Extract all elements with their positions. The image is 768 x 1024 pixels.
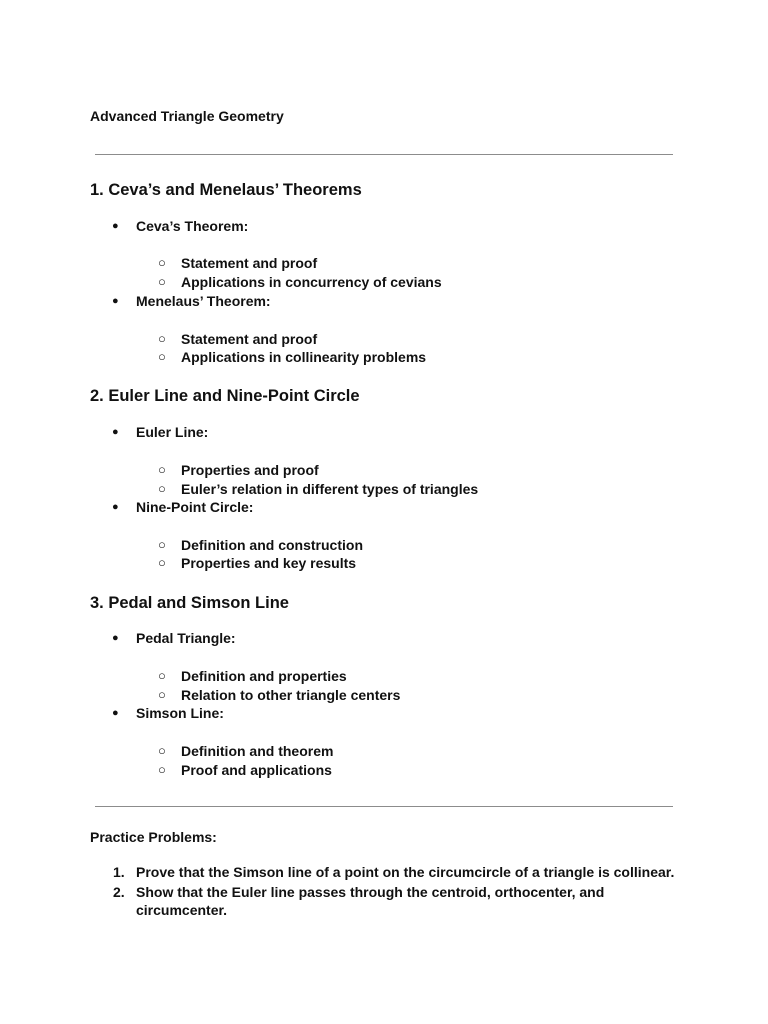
sub-list-item-label: Definition and construction <box>181 537 363 553</box>
list-item <box>112 498 254 516</box>
sub-list-item-label: Definition and properties <box>181 668 347 684</box>
sub-list-item-label: Definition and theorem <box>181 743 334 759</box>
horizontal-divider <box>95 806 673 807</box>
bullet-icon: ● <box>112 707 119 719</box>
list-item-label: Nine-Point Circle: <box>136 499 254 515</box>
list-item <box>112 292 271 310</box>
hollow-bullet-icon: ○ <box>158 743 166 758</box>
list-item <box>112 704 224 722</box>
sub-list-item <box>158 686 401 704</box>
sub-list-item-label: Statement and proof <box>181 255 318 271</box>
hollow-bullet-icon: ○ <box>158 331 166 346</box>
problem-text: Show that the Euler line passes through the centroid, orthocenter, and circumcenter. <box>136 884 605 918</box>
hollow-bullet-icon: ○ <box>158 687 166 702</box>
section-heading: 3. Pedal and Simson Line <box>90 594 289 612</box>
sub-list-item-label: Proof and applications <box>181 762 332 778</box>
sub-list-item-label: Relation to other triangle centers <box>181 687 401 703</box>
list-item <box>112 629 236 647</box>
sub-list-item <box>158 536 363 554</box>
list-item-label: Euler Line: <box>136 424 209 440</box>
horizontal-divider <box>95 154 673 155</box>
sub-list-item-label: Applications in collinearity problems <box>181 349 427 365</box>
hollow-bullet-icon: ○ <box>158 762 166 777</box>
hollow-bullet-icon: ○ <box>158 255 166 270</box>
sub-list-item-label: Applications in concurrency of cevians <box>181 274 442 290</box>
sub-list-item-label: Properties and proof <box>181 462 319 478</box>
bullet-icon: ● <box>112 295 119 307</box>
hollow-bullet-icon: ○ <box>158 481 166 496</box>
list-item-label: Simson Line: <box>136 705 224 721</box>
bullet-icon: ● <box>112 632 119 644</box>
sub-list-item <box>158 254 318 272</box>
sub-list-item <box>158 667 347 685</box>
sub-list-item <box>158 742 334 760</box>
list-item-label: Pedal Triangle: <box>136 630 236 646</box>
practice-problems-heading: Practice Problems: <box>90 829 217 845</box>
problem-text: Prove that the Simson line of a point on the circumcircle of a triangle is collinear. <box>136 864 675 880</box>
list-item-label: Ceva’s Theorem: <box>136 218 249 234</box>
bullet-icon: ● <box>112 426 119 438</box>
sub-list-item <box>158 761 332 779</box>
section-heading: 1. Ceva’s and Menelaus’ Theorems <box>90 181 362 199</box>
sub-list-item-label: Euler’s relation in different types of triangles <box>181 481 479 497</box>
sub-list-item <box>158 348 427 366</box>
list-item-label: Menelaus’ Theorem: <box>136 293 271 309</box>
sub-list-item <box>158 330 318 348</box>
list-item <box>112 423 209 441</box>
sub-list-item <box>158 554 357 572</box>
bullet-icon: ● <box>112 501 119 513</box>
sub-list-item <box>158 273 442 291</box>
hollow-bullet-icon: ○ <box>158 349 166 364</box>
list-number: 1. <box>113 864 125 880</box>
bullet-icon: ● <box>112 220 119 232</box>
list-number: 2. <box>113 884 125 900</box>
numbered-list-item <box>113 863 676 881</box>
document-title: Advanced Triangle Geometry <box>90 108 284 124</box>
sub-list-item-label: Properties and key results <box>181 555 357 571</box>
sub-list-item <box>158 480 479 498</box>
hollow-bullet-icon: ○ <box>158 555 166 570</box>
numbered-list-item <box>113 883 676 919</box>
hollow-bullet-icon: ○ <box>158 462 166 477</box>
hollow-bullet-icon: ○ <box>158 537 166 552</box>
list-item <box>112 217 249 235</box>
hollow-bullet-icon: ○ <box>158 274 166 289</box>
sub-list-item-label: Statement and proof <box>181 331 318 347</box>
sub-list-item <box>158 461 319 479</box>
hollow-bullet-icon: ○ <box>158 668 166 683</box>
section-heading: 2. Euler Line and Nine-Point Circle <box>90 387 360 405</box>
